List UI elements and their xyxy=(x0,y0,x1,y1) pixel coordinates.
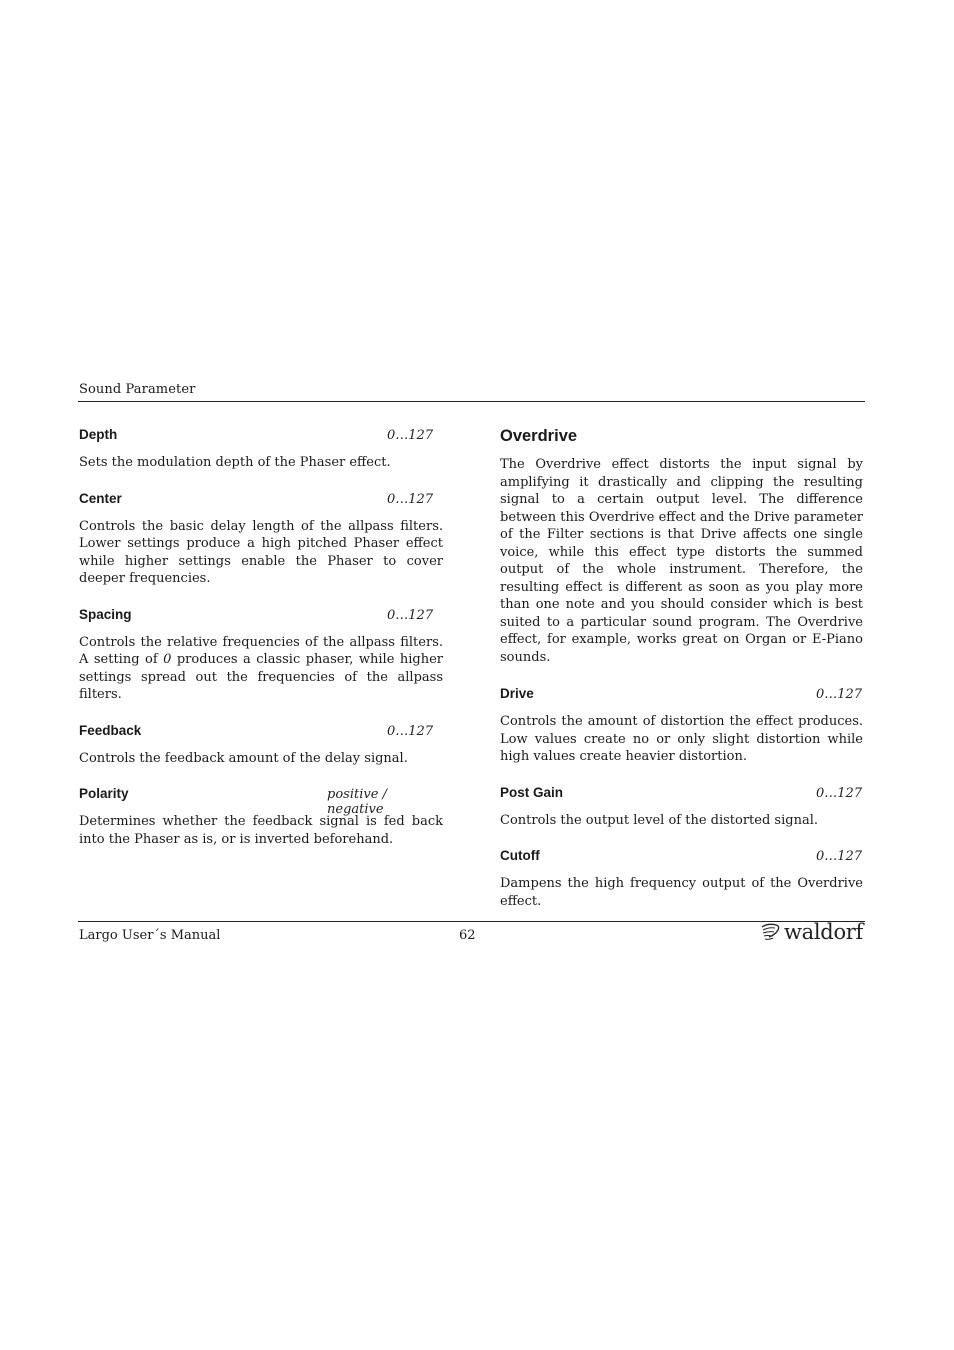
param-description: Dampens the high frequency output of the Overdrive effect. xyxy=(500,876,863,909)
param-range: 0…127 xyxy=(387,607,434,623)
param-range: 0…127 xyxy=(387,491,434,507)
param-name: Polarity xyxy=(79,786,129,801)
param-name: Cutoff xyxy=(500,848,540,863)
param-range: positive / negative xyxy=(327,787,387,817)
param-name: Drive xyxy=(500,686,534,701)
param-spacing xyxy=(79,607,443,704)
param-depth xyxy=(79,427,443,472)
param-cutoff xyxy=(500,848,863,910)
waldorf-logo-icon xyxy=(760,921,782,943)
param-feedback xyxy=(79,723,443,768)
section-title: Overdrive xyxy=(500,427,578,445)
footer-rule xyxy=(78,921,865,922)
page-number: 62 xyxy=(459,928,476,943)
param-description: Controls the basic delay length of the allpass filters. Lower settings produce a high pitched Phaser effect while higher settings enable the Phaser to cover deeper frequencies. xyxy=(79,518,443,586)
waldorf-logo xyxy=(760,919,863,945)
param-description: Controls the amount of distortion the effect produces. Low values create no or only slight distortion while high values create heavier distortion. xyxy=(500,714,863,764)
left-column xyxy=(79,427,443,848)
param-name: Spacing xyxy=(79,606,132,622)
param-range: 0…127 xyxy=(387,428,434,443)
param-description: Controls the output level of the distorted signal. xyxy=(500,812,818,828)
param-name: Post Gain xyxy=(500,784,564,800)
param-polarity xyxy=(79,786,443,848)
param-post-gain xyxy=(500,785,863,830)
param-description: Determines whether the feedback signal is fed back into the Phaser as is, or is inverted beforehand. xyxy=(79,814,443,847)
param-drive xyxy=(500,686,863,766)
logo-wordmark: waldorf xyxy=(784,920,864,944)
param-range: 0…127 xyxy=(816,687,863,702)
inline-value: 0 xyxy=(163,652,172,667)
running-header: Sound Parameter xyxy=(79,382,196,397)
param-name: Center xyxy=(79,490,122,506)
param-range: 0…127 xyxy=(816,785,863,801)
manual-title: Largo User´s Manual xyxy=(79,928,221,943)
section-intro: The Overdrive effect distorts the input signal by amplifying it drastically and clipping the resulting signal to a certain output level. The difference between this Overdrive effect and the Drive parameter of the Filter sections is that Drive affects one single voice, while this effect type distorts the summed output of the whole instrument. Therefore, the resulting effect is different as soon as you play more than one note and you should consider which is best suited to a particular sound program. The Overdrive effect, for example, works great on Organ or E-Piano sounds. xyxy=(500,457,864,665)
param-name: Depth xyxy=(79,427,118,442)
param-description: Controls the feedback amount of the delay signal. xyxy=(79,750,408,766)
param-center xyxy=(79,491,443,588)
param-description: Sets the modulation depth of the Phaser effect. xyxy=(79,455,391,470)
param-range: 0…127 xyxy=(816,849,863,864)
header-rule xyxy=(78,401,865,402)
param-description: Controls the relative frequencies of the allpass filters. A setting of 0 produces a classic phaser, while higher settings spread out the frequencies of the allpass filters. xyxy=(79,634,443,702)
param-range: 0…127 xyxy=(387,723,434,739)
right-column xyxy=(500,427,863,910)
param-name: Feedback xyxy=(79,722,142,738)
